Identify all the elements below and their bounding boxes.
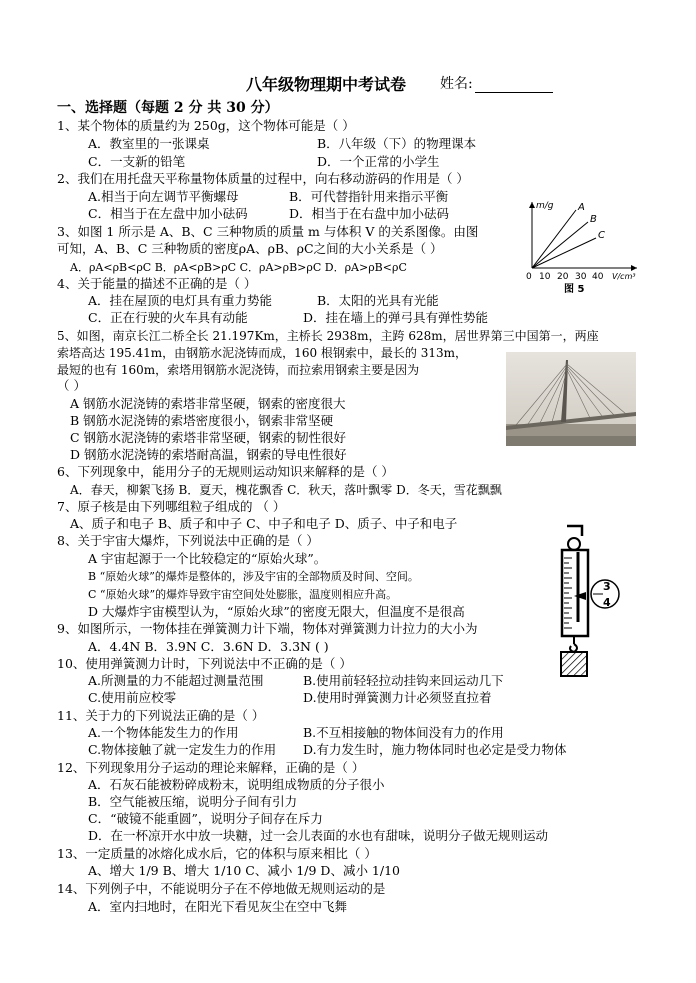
y-axis-arrow bbox=[529, 202, 535, 208]
options-7: A、质子和电子 B、质子和中子 C、中子和电子 D、质子、中子和电子 bbox=[70, 516, 458, 531]
question-8: 8、关于宇宙大爆炸，下列说法中正确的是（ ） bbox=[57, 533, 319, 548]
question-5-line3: 最短的也有 160m，索塔用钢筋水泥浇铸，而拉索用钢索主要是因为 bbox=[57, 363, 420, 377]
question-7: 7、原子核是由下列哪组粒子组成的 （ ） bbox=[57, 499, 286, 514]
line-a bbox=[532, 210, 576, 268]
option-14a: A．室内扫地时，在阳光下看见灰尘在空中飞舞 bbox=[88, 899, 348, 914]
option-10c: C.使用前应校零 bbox=[88, 690, 177, 705]
option-12d: D．在一杯凉开水中放一块糖，过一会儿表面的水也有甜味，说明分子做无规则运动 bbox=[88, 828, 549, 843]
option-11a: A.一个物体能发生力的作用 bbox=[88, 725, 239, 740]
question-5-blank: （ ） bbox=[57, 378, 86, 393]
x-tick-40: 40 bbox=[592, 272, 604, 282]
option-12c: C．“破镜不能重圆”，说明分子间存在斥力 bbox=[88, 811, 323, 826]
option-5d: D 钢筋水泥浇铸的索塔耐高温，钢索的导电性很好 bbox=[70, 447, 347, 462]
series-label-b: B bbox=[590, 214, 597, 225]
option-1d: D．一个正常的小学生 bbox=[317, 154, 440, 169]
name-blank[interactable] bbox=[475, 78, 553, 93]
option-4b: B．太阳的光具有光能 bbox=[317, 293, 439, 308]
page-title: 八年级物理期中考试卷 bbox=[246, 75, 407, 94]
question-10: 10、使用弹簧测力计时，下列说法中不正确的是（ ） bbox=[57, 656, 352, 671]
figure-5-graph bbox=[512, 196, 642, 296]
x-tick-10: 10 bbox=[539, 272, 551, 282]
y-axis-label: m/g bbox=[536, 201, 554, 211]
x-axis-arrow bbox=[631, 265, 637, 271]
question-13: 13、一定质量的冰熔化成水后，它的体积与原来相比（ ） bbox=[57, 846, 377, 861]
option-11d: D.有力发生时，施力物体同时也必定是受力物体 bbox=[303, 742, 567, 757]
question-1: 1、某个物体的质量约为 250g，这个物体可能是（ ） bbox=[57, 118, 355, 133]
option-8c: C “原始火球”的爆炸导致宇宙空间处处膨胀，温度则相应升高。 bbox=[88, 588, 398, 601]
question-4: 4、关于能量的描述不正确的是（ ） bbox=[57, 276, 257, 291]
option-2a: A.相当于向左调节平衡螺母 bbox=[88, 189, 239, 204]
option-2d: D．相当于在右盘中加小砝码 bbox=[289, 206, 450, 221]
question-5-line2: 索塔高达 195.41m，由钢筋水泥浇铸而成，160 根钢索中，最长的 313m， bbox=[57, 346, 468, 360]
option-1c: C．一支新的铅笔 bbox=[88, 154, 186, 169]
x-tick-20: 20 bbox=[557, 272, 569, 282]
figure-caption: 图 5 bbox=[564, 284, 585, 295]
option-10d: D.使用时弹簧测力计必须竖直拉着 bbox=[303, 690, 492, 705]
option-8d: D 大爆炸宇宙模型认为，“原始火球”的密度无限大，但温度不是很高 bbox=[88, 604, 465, 619]
hanging-weight bbox=[561, 652, 587, 676]
option-8b: B “原始火球”的爆炸是整体的，涉及宇宙的全部物质及时间、空间。 bbox=[88, 570, 419, 583]
option-4c: C．正在行驶的火车具有动能 bbox=[88, 310, 248, 325]
origin-label: 0 bbox=[526, 272, 532, 282]
bridge-photo bbox=[506, 352, 636, 446]
question-2: 2、我们在用托盘天平称量物体质量的过程中，向右移动游码的作用是（ ） bbox=[57, 171, 469, 186]
series-label-a: A bbox=[578, 202, 585, 213]
line-c bbox=[532, 238, 596, 268]
option-11b: B.不互相接触的物体间没有力的作用 bbox=[303, 725, 504, 740]
option-12a: A．石灰石能被粉碎成粉末，说明组成物质的分子很小 bbox=[88, 777, 385, 792]
option-10a: A.所测量的力不能超过测量范围 bbox=[88, 673, 264, 688]
question-5-line1: 5、如图，南京长江二桥全长 21.197Km，主桥长 2938m，主跨 628m，居世界第三中国第一，两座 bbox=[57, 329, 599, 343]
question-11: 11、关于力的下列说法正确的是（ ） bbox=[57, 708, 265, 723]
top-hook bbox=[567, 526, 582, 536]
option-5a: A 钢筋水泥浇铸的索塔非常坚硬，钢索的密度很大 bbox=[70, 396, 346, 411]
option-8a: A 宇宙起源于一个比较稳定的“原始火球”。 bbox=[88, 551, 327, 566]
question-9: 9、如图所示，一物体挂在弹簧测力计下端，物体对弹簧测力计拉力的大小为 bbox=[57, 621, 478, 636]
x-axis-label: V/cm³ bbox=[612, 272, 636, 281]
option-10b: B.使用前轻轻拉动挂钩来回运动几下 bbox=[303, 673, 504, 688]
question-6: 6、下列现象中，能用分子的无规则运动知识来解释的是（ ） bbox=[57, 464, 394, 479]
series-label-c: C bbox=[598, 230, 605, 241]
x-tick-30: 30 bbox=[575, 272, 587, 282]
option-2b: B．可代替指针用来指示平衡 bbox=[289, 189, 449, 204]
option-5b: B 钢筋水泥浇铸的索塔密度很小，钢索非常坚硬 bbox=[70, 413, 334, 428]
options-9: A．4.4N B．3.9N C．3.6N D．3.3N ( ) bbox=[88, 639, 329, 654]
section-title: 一、选择题（每题 2 分 共 30 分） bbox=[57, 100, 279, 116]
option-12b: B．空气能被压缩，说明分子间有引力 bbox=[88, 794, 298, 809]
question-14: 14、下列例子中，不能说明分子在不停地做无规则运动的是 bbox=[57, 881, 386, 896]
line-b bbox=[532, 222, 588, 268]
top-ring bbox=[568, 538, 580, 550]
name-field[interactable] bbox=[440, 73, 553, 93]
photo-shore bbox=[506, 436, 636, 446]
option-1b: B．八年级（下）的物理课本 bbox=[317, 136, 477, 151]
scale-value-3: 3 bbox=[603, 580, 611, 593]
option-2c: C．相当于在左盘中加小砝码 bbox=[88, 206, 248, 221]
question-3-line1: 3、如图 1 所示是 A、B、C 三种物质的质量 m 与体积 V 的关系图像。由图 bbox=[57, 224, 479, 239]
options-13: A、增大 1/9 B、增大 1/10 C、减小 1/9 D、减小 1/10 bbox=[88, 863, 400, 878]
option-11c: C.物体接触了就一定发生力的作用 bbox=[88, 742, 277, 757]
spring-balance bbox=[550, 522, 620, 684]
question-12: 12、下列现象用分子运动的理论来解释，正确的是（ ） bbox=[57, 760, 365, 775]
question-3-line2: 可知，A、B、C 三种物质的密度ρA、ρB、ρC之间的大小关系是（ ） bbox=[57, 241, 443, 256]
options-6: A．春天，柳絮飞扬 B．夏天，槐花飘香 C．秋天，落叶飘零 D．冬天，雪花飘飘 bbox=[70, 483, 502, 497]
bottom-hook bbox=[570, 644, 577, 652]
option-4a: A．挂在屋顶的电灯具有重力势能 bbox=[88, 293, 273, 308]
name-label: 姓名: bbox=[440, 76, 473, 92]
options-3: A．ρA<ρB<ρC B．ρA<ρB>ρC C．ρA>ρB>ρC D．ρA>ρB<ρC bbox=[70, 261, 407, 274]
option-5c: C 钢筋水泥浇铸的索塔非常坚硬，钢索的韧性很好 bbox=[70, 430, 347, 445]
scale-value-4: 4 bbox=[603, 596, 611, 609]
option-1a: A．教室里的一张课桌 bbox=[88, 136, 210, 151]
option-4d: D．挂在墙上的弹弓具有弹性势能 bbox=[303, 310, 489, 325]
